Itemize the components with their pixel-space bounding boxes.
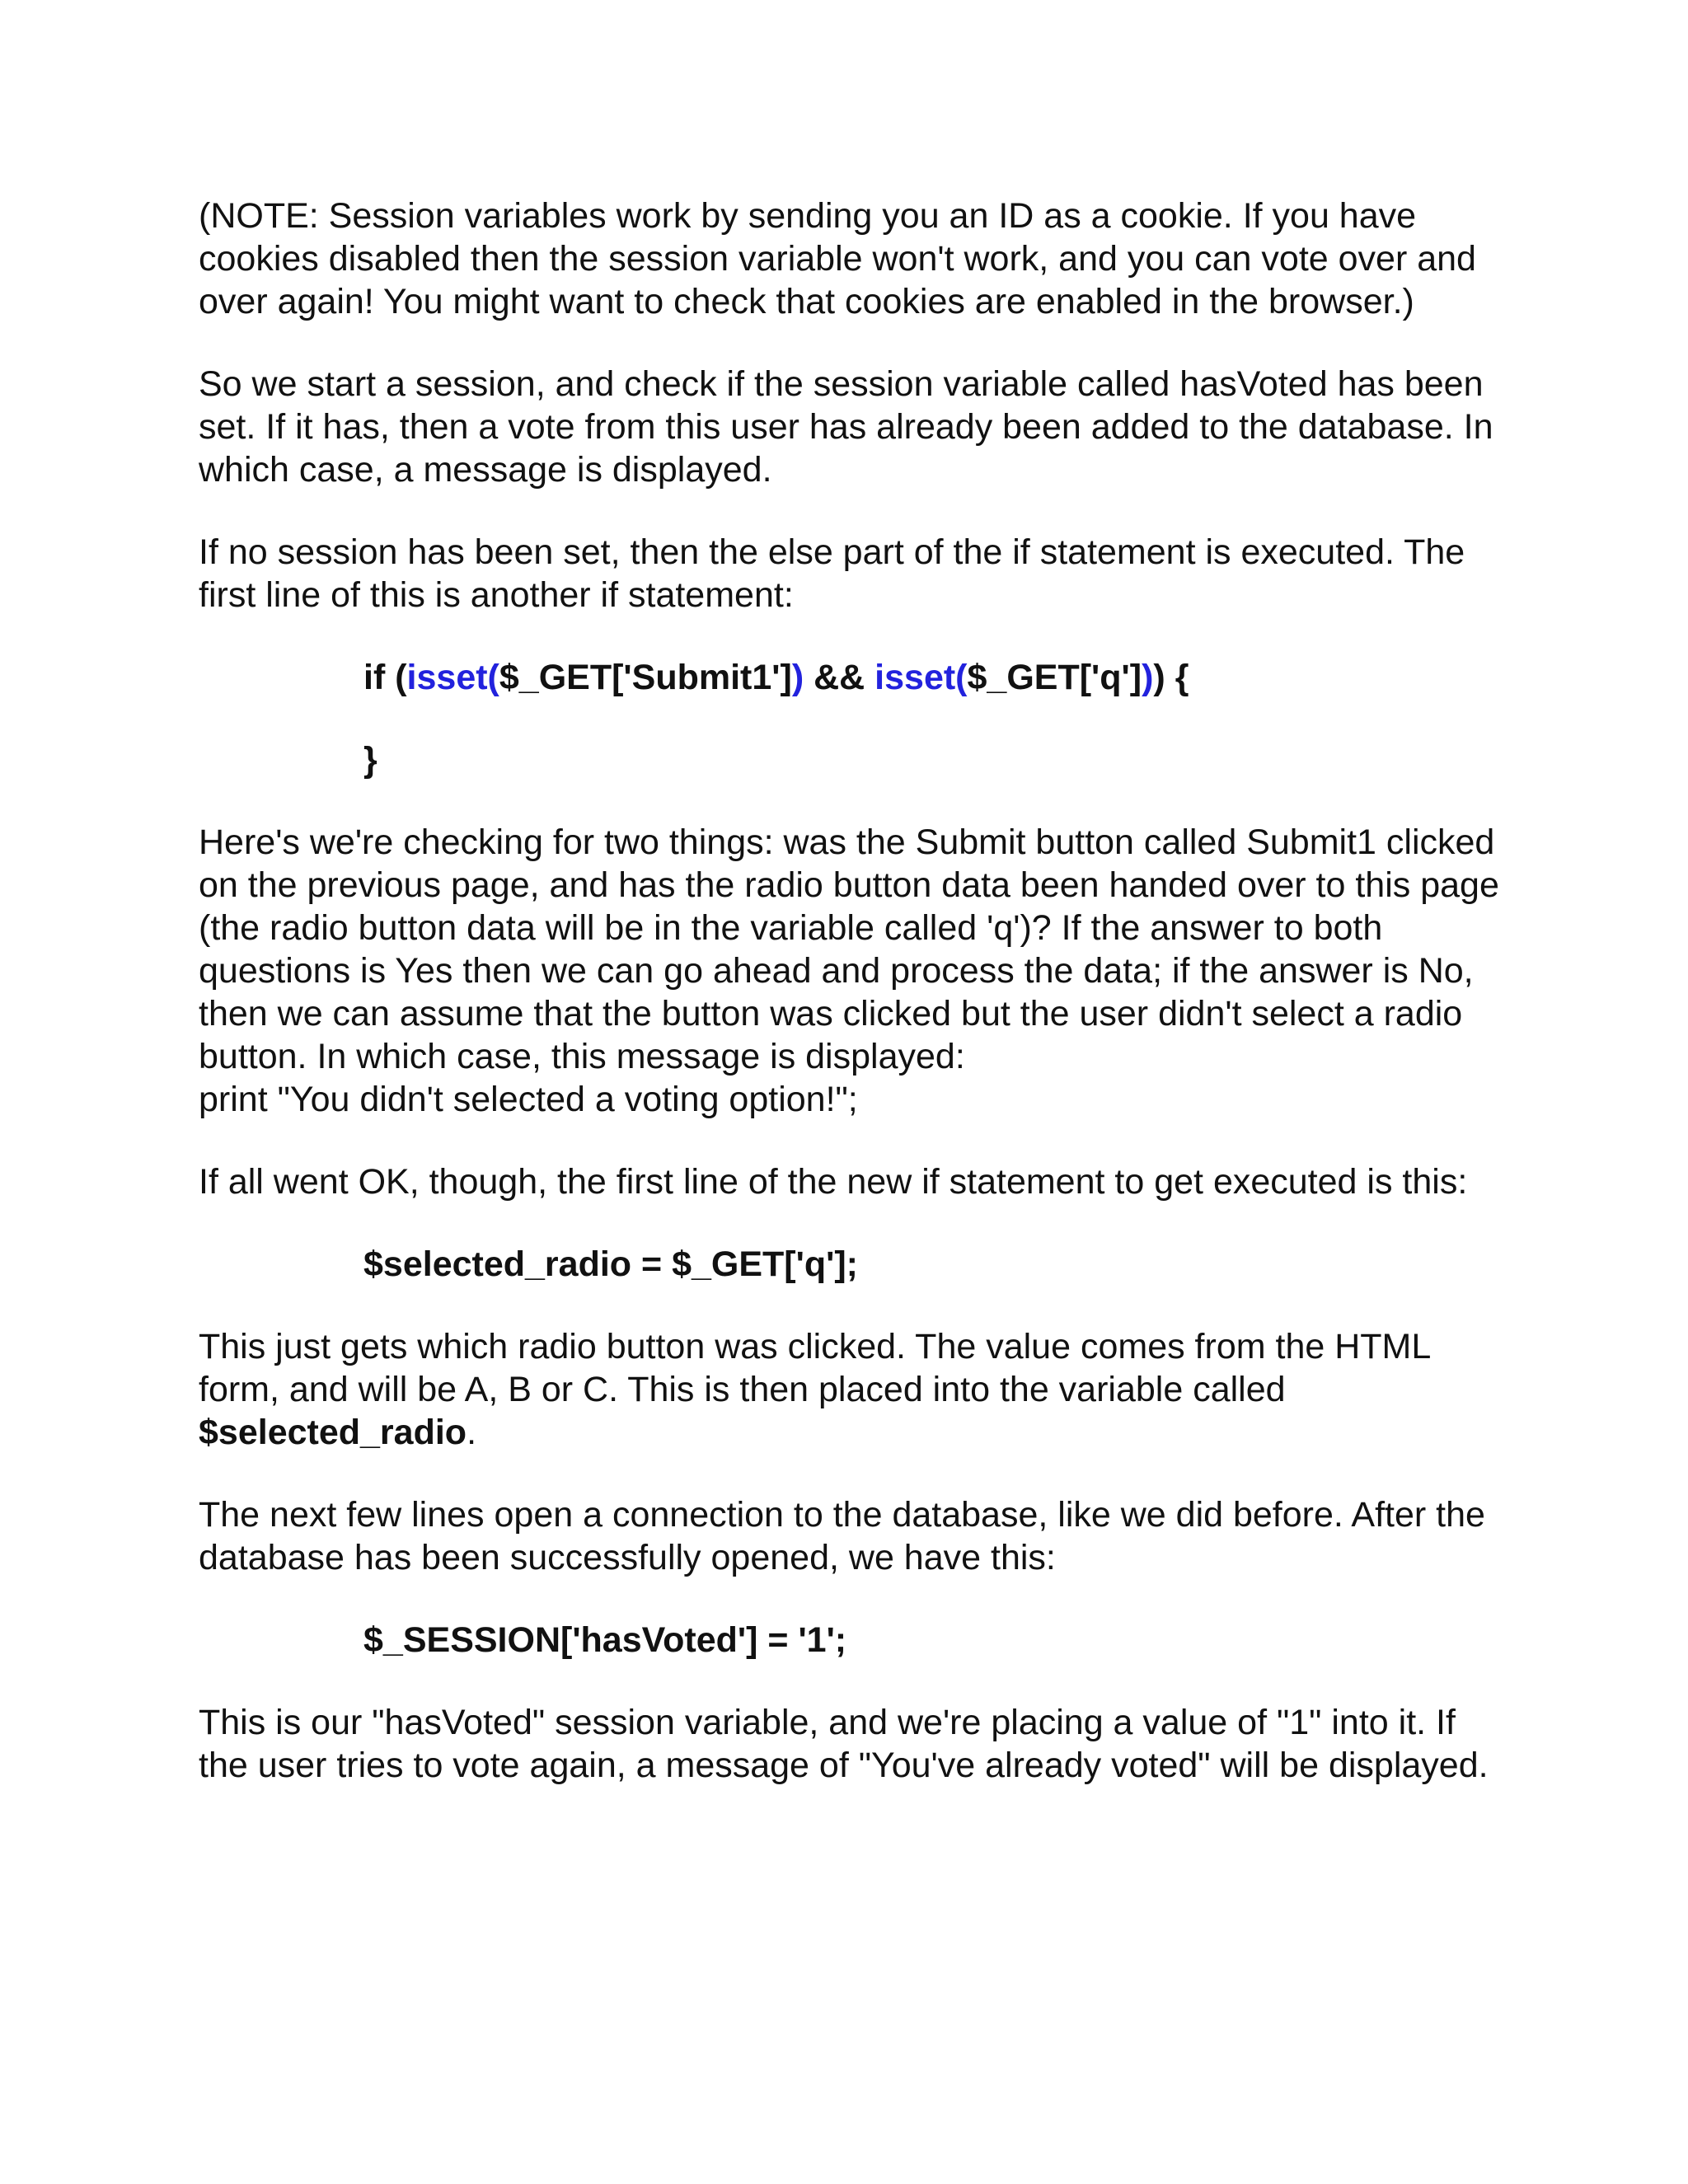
all-ok-paragraph: If all went OK, though, the first line of the new if statement to get executed is this: bbox=[199, 1162, 1468, 1202]
checking-paragraph bbox=[199, 821, 1501, 1078]
has-voted-paragraph: This is our "hasVoted" session variable, and we're placing a value of "1" into it. If the user tries to vote again, a message of "You've already voted" will be displayed. bbox=[199, 1703, 1489, 1785]
code-if-isset bbox=[363, 656, 1501, 699]
gets-radio-period: . bbox=[467, 1413, 477, 1452]
code-keyword-isset: isset( bbox=[874, 658, 968, 697]
code-token-paren: ) bbox=[1142, 658, 1154, 697]
code-token: if ( bbox=[363, 658, 407, 697]
next-lines-paragraph: The next few lines open a connection to the database, like we did before. After the database has been successfully opened, we have this: bbox=[199, 1495, 1485, 1577]
selected-radio-variable: $selected_radio bbox=[199, 1413, 467, 1452]
code-token: $_GET['Submit1'] bbox=[499, 658, 792, 697]
note-paragraph: (NOTE: Session variables work by sending you an ID as a cookie. If you have cookies disabled then the session variable won't work, and you can vote over and over again! You might want to check that cookies are enabled in the browser.) bbox=[199, 196, 1476, 321]
code-token: ) { bbox=[1153, 658, 1189, 697]
code-close-brace: } bbox=[363, 740, 377, 780]
gets-radio-paragraph bbox=[199, 1325, 1501, 1454]
code-selected-radio: $selected_radio = $_GET['q']; bbox=[363, 1244, 858, 1284]
document-page bbox=[199, 194, 1501, 1826]
code-token: $_GET['q'] bbox=[967, 658, 1142, 697]
gets-radio-text: This just gets which radio button was clicked. The value comes from the HTML form, and will be A, B or C. This is then placed into the variable called bbox=[199, 1327, 1430, 1409]
checking-text: Here's we're checking for two things: was the Submit button called Submit1 clicked on the previous page, and has the radio button data been handed over to this page (the radio button data will be in the variable called 'q')? If the answer to both questions is Yes then we can go ahead and process the data; if the answer is No, then we can assume that the button was clicked but the user didn't select a radio button. In which case, this message is displayed: bbox=[199, 823, 1499, 1076]
code-token: && bbox=[804, 658, 875, 697]
code-session-set: $_SESSION['hasVoted'] = '1'; bbox=[363, 1620, 847, 1660]
session-check-paragraph: So we start a session, and check if the session variable called hasVoted has been set. If it has, then a vote from this user has already been added to the database. In which case, a message is displayed. bbox=[199, 364, 1493, 490]
print-line: print "You didn't selected a voting option!"; bbox=[199, 1080, 858, 1119]
code-keyword-isset: isset( bbox=[406, 658, 499, 697]
else-part-paragraph: If no session has been set, then the else part of the if statement is executed. The first line of this is another if statement: bbox=[199, 532, 1465, 615]
code-token-paren: ) bbox=[791, 658, 804, 697]
